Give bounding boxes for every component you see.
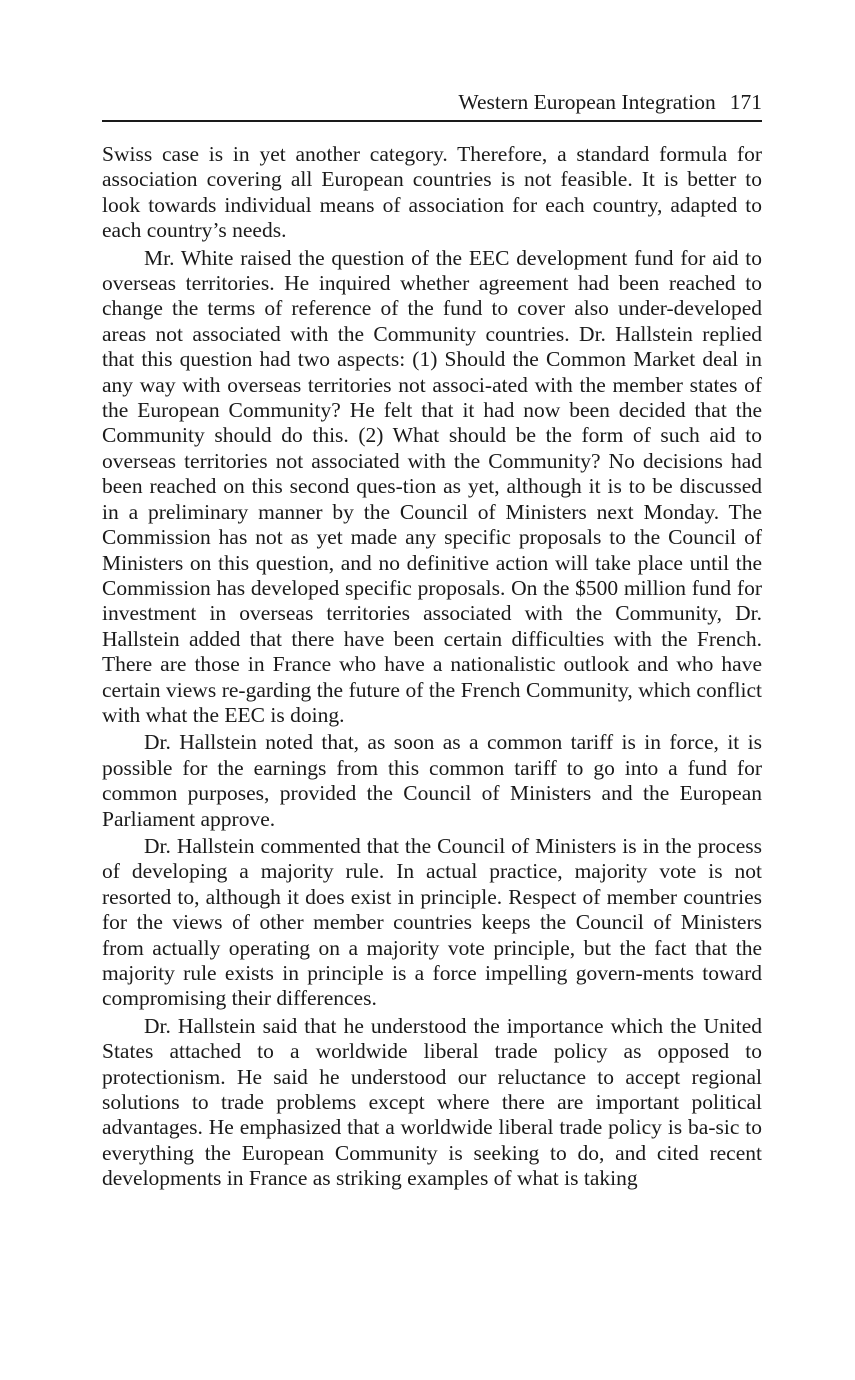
paragraph-continued: Swiss case is in yet another category. Therefore, a standard formula for association covering all European countries is not feasible. It is better to look towards individual means of association for each country, adapted to each country’s needs. bbox=[102, 142, 762, 243]
body-text bbox=[102, 142, 762, 1192]
paragraph-development-fund: Mr. White raised the question of the EEC development fund for aid to overseas territories. He inquired whether agreement had been reached to change the terms of reference of the fund to cover also under-developed areas not associated with the Community countries. Dr. Hallstein replied that this question had two aspects: (1) Should the Common Market deal in any way with overseas territories not associ-ated with the member states of the European Community? He felt that it had now been decided that the Community should do this. (2) What should be the form of such aid to overseas territories not associated with the Community? No decisions had been reached on this second ques-tion as yet, although it is to be discussed in a preliminary manner by the Council of Ministers next Monday. The Commission has not as yet made any specific proposals to the Council of Ministers on this question, and no definitive action will take place until the Commission has developed specific proposals. On the $500 million fund for investment in overseas territories associated with the Community, Dr. Hallstein added that there have been certain difficulties with the French. There are those in France who have a nationalistic outlook and who have certain views re-garding the future of the French Community, which conflict with what the EEC is doing. bbox=[102, 245, 762, 727]
page-number: 171 bbox=[729, 90, 762, 114]
running-header bbox=[102, 88, 762, 122]
running-title: Western European Integration bbox=[458, 90, 716, 114]
paragraph-majority-rule: Dr. Hallstein commented that the Council of Ministers is in the process of developing a majority rule. In actual practice, majority vote is not resorted to, although it does exist in principle. Respect of member countries for the views of other member countries keeps the Council of Ministers from actually operating on a majority vote principle, but the fact that the majority rule exists in principle is a force impelling govern-ments toward compromising their differences. bbox=[102, 833, 762, 1011]
paragraph-liberal-trade: Dr. Hallstein said that he understood the importance which the United States attached to a worldwide liberal trade policy as opposed to protectionism. He said he understood our reluctance to accept regional solutions to trade problems except where there are important political advantages. He emphasized that a worldwide liberal trade policy is ba-sic to everything the European Community is seeking to do, and cited recent developments in France as striking examples of what is taking bbox=[102, 1013, 762, 1191]
paragraph-common-tariff: Dr. Hallstein noted that, as soon as a common tariff is in force, it is possible for the earnings from this common tariff to go into a fund for common purposes, provided the Council of Ministers and the European Parliament approve. bbox=[102, 730, 762, 831]
